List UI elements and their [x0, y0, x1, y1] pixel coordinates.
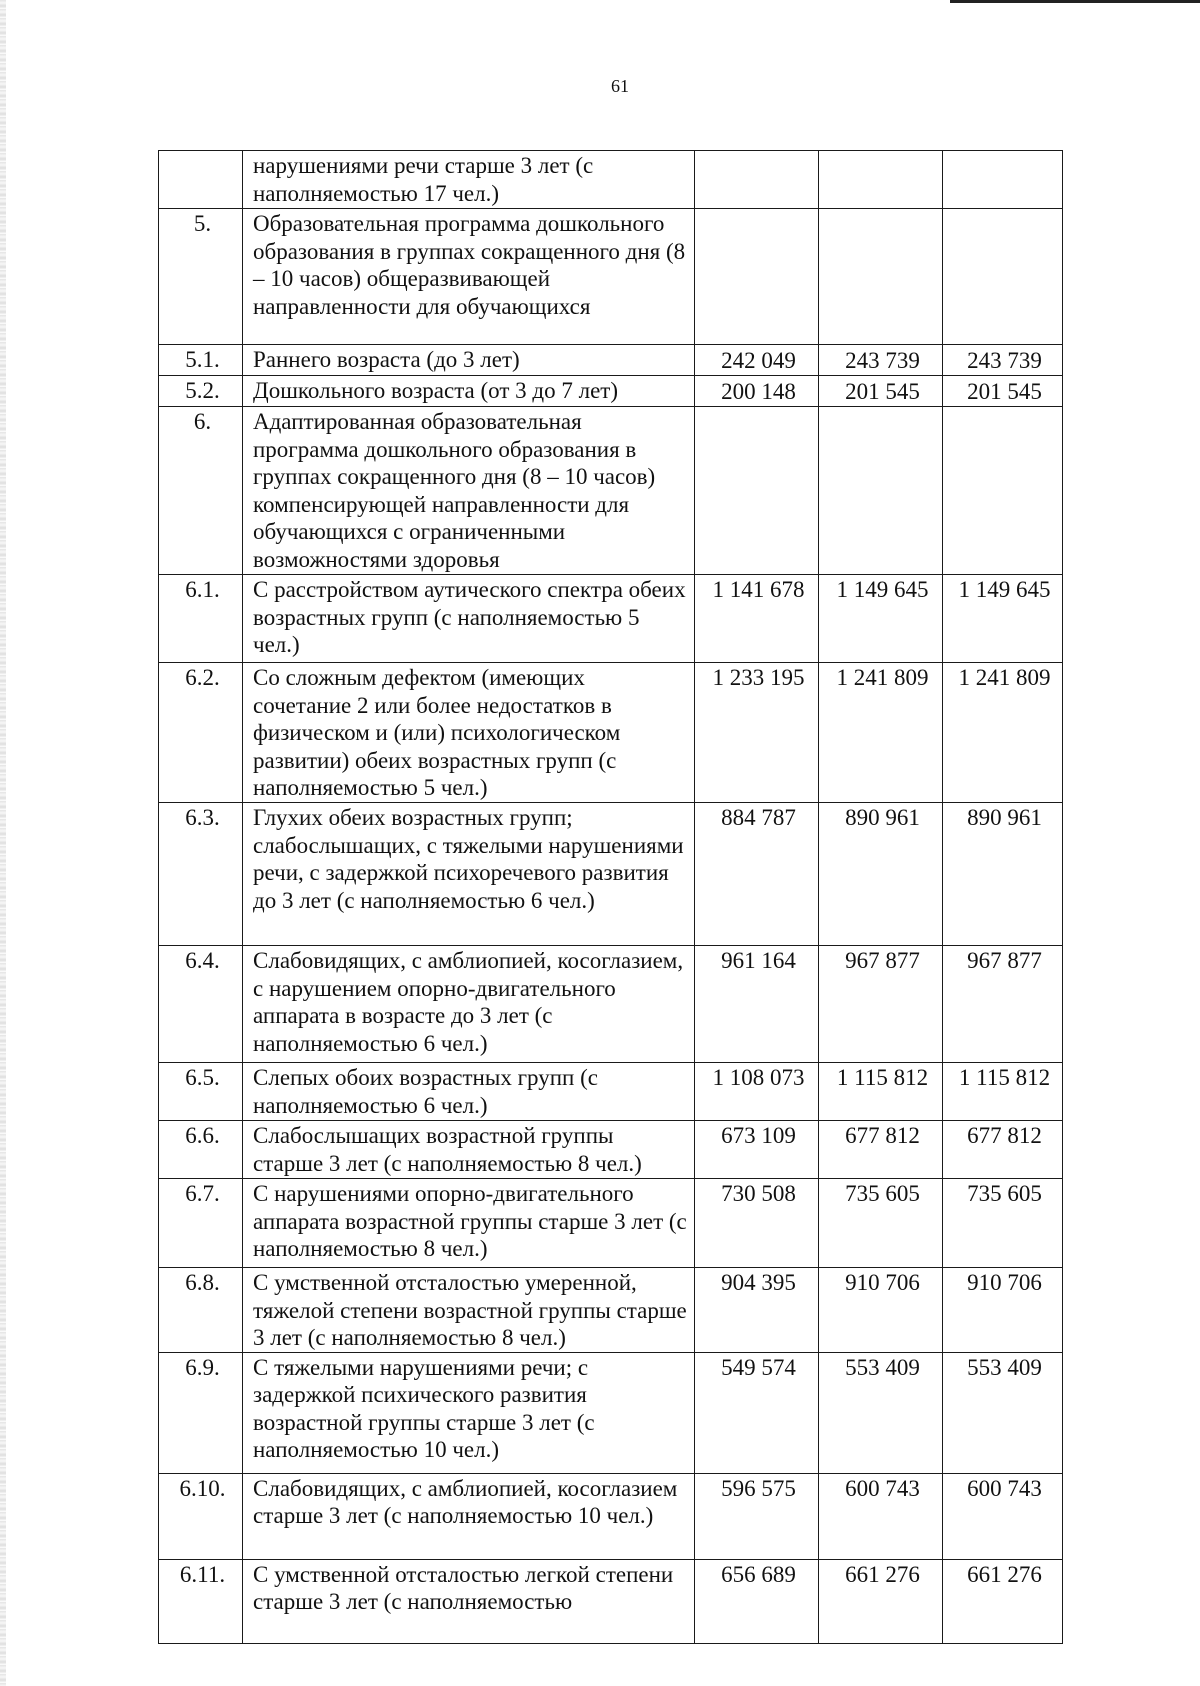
row-number: 6.9.: [159, 1352, 243, 1473]
row-description: Слабослышащих возрастной группы старше 3 лет (с наполняемостью 8 чел.): [243, 1121, 695, 1179]
row-value-1: [695, 209, 819, 345]
row-value-2: 677 812: [819, 1121, 943, 1179]
row-description: С расстройством аутического спектра обеих возрастных групп (с наполняемостью 5 чел.): [243, 575, 695, 663]
row-value-1: 1 108 073: [695, 1063, 819, 1121]
row-number: 5.1.: [159, 345, 243, 376]
table-row: [159, 1559, 1063, 1643]
row-number: 6.3.: [159, 803, 243, 946]
row-value-3: [943, 209, 1063, 345]
row-value-2: 735 605: [819, 1179, 943, 1268]
row-number: 6.5.: [159, 1063, 243, 1121]
row-value-2: 910 706: [819, 1268, 943, 1353]
row-description: Дошкольного возраста (от 3 до 7 лет): [243, 376, 695, 407]
row-value-3: 553 409: [943, 1352, 1063, 1473]
row-value-3: 967 877: [943, 946, 1063, 1063]
row-value-3: 600 743: [943, 1473, 1063, 1559]
row-value-3: 201 545: [943, 376, 1063, 407]
row-description: С умственной отсталостью легкой степени старше 3 лет (с наполняемостью: [243, 1559, 695, 1643]
table-row: [159, 209, 1063, 345]
row-value-1: 884 787: [695, 803, 819, 946]
row-number: 6.1.: [159, 575, 243, 663]
row-value-2: [819, 151, 943, 209]
row-number: 6.: [159, 407, 243, 575]
row-description: С нарушениями опорно-двигательного аппарата возрастной группы старше 3 лет (с наполняемостью 8 чел.): [243, 1179, 695, 1268]
row-value-3: 1 241 809: [943, 663, 1063, 803]
table-row: [159, 575, 1063, 663]
row-value-1: 904 395: [695, 1268, 819, 1353]
row-value-1: 200 148: [695, 376, 819, 407]
row-value-2: 201 545: [819, 376, 943, 407]
row-value-2: 890 961: [819, 803, 943, 946]
row-value-3: 910 706: [943, 1268, 1063, 1353]
table-row: [159, 407, 1063, 575]
row-value-2: 1 241 809: [819, 663, 943, 803]
row-description: Слепых обоих возрастных групп (с наполняемостью 6 чел.): [243, 1063, 695, 1121]
row-value-2: [819, 407, 943, 575]
row-value-3: 661 276: [943, 1559, 1063, 1643]
row-value-1: 1 141 678: [695, 575, 819, 663]
table-row: [159, 1063, 1063, 1121]
row-number: 6.4.: [159, 946, 243, 1063]
table-row: [159, 1473, 1063, 1559]
tariff-table: [158, 150, 1063, 1644]
table-row: [159, 345, 1063, 376]
table-row: [159, 663, 1063, 803]
table-row: [159, 1352, 1063, 1473]
row-value-1: 242 049: [695, 345, 819, 376]
row-value-2: 661 276: [819, 1559, 943, 1643]
row-value-1: 730 508: [695, 1179, 819, 1268]
row-value-1: 961 164: [695, 946, 819, 1063]
row-value-1: [695, 151, 819, 209]
row-description: Образовательная программа дошкольного образования в группах сокращенного дня (8 – 10 часов) общеразвивающей направленности для обучающихся: [243, 209, 695, 345]
row-value-2: 243 739: [819, 345, 943, 376]
row-number: [159, 151, 243, 209]
scan-edge-artifact: [0, 0, 6, 1686]
row-value-2: 600 743: [819, 1473, 943, 1559]
row-value-3: 890 961: [943, 803, 1063, 946]
row-description: Адаптированная образовательная программа дошкольного образования в группах сокращенного дня (8 – 10 часов) компенсирующей направленности для обучающихся с ограниченными возможностями здоровья: [243, 407, 695, 575]
row-description: Раннего возраста (до 3 лет): [243, 345, 695, 376]
table-row: [159, 946, 1063, 1063]
row-value-1: 656 689: [695, 1559, 819, 1643]
row-number: 6.8.: [159, 1268, 243, 1353]
table-row: [159, 1121, 1063, 1179]
row-number: 6.10.: [159, 1473, 243, 1559]
row-value-1: 673 109: [695, 1121, 819, 1179]
row-description: Глухих обеих возрастных групп; слабослышащих, с тяжелыми нарушениями речи, с задержкой психоречевого развития до 3 лет (с наполняемостью 6 чел.): [243, 803, 695, 946]
row-description: Слабовидящих, с амблиопией, косоглазием, с нарушением опорно-двигательного аппарата в возрасте до 3 лет (с наполняемостью 6 чел.): [243, 946, 695, 1063]
row-value-1: 549 574: [695, 1352, 819, 1473]
row-value-3: 1 149 645: [943, 575, 1063, 663]
row-description: Со сложным дефектом (имеющих сочетание 2 или более недостатков в физическом и (или) психологическом развитии) обеих возрастных групп (с наполняемостью 5 чел.): [243, 663, 695, 803]
row-description: нарушениями речи старше 3 лет (с наполняемостью 17 чел.): [243, 151, 695, 209]
row-number: 6.7.: [159, 1179, 243, 1268]
row-description: Слабовидящих, с амблиопией, косоглазием старше 3 лет (с наполняемостью 10 чел.): [243, 1473, 695, 1559]
row-number: 5.2.: [159, 376, 243, 407]
page-number: 61: [611, 76, 629, 96]
table-row: [159, 1268, 1063, 1353]
table-row: [159, 803, 1063, 946]
row-value-3: [943, 151, 1063, 209]
row-number: 6.6.: [159, 1121, 243, 1179]
table-row: [159, 151, 1063, 209]
row-value-3: [943, 407, 1063, 575]
table-row: [159, 1179, 1063, 1268]
row-value-2: 967 877: [819, 946, 943, 1063]
row-value-2: 553 409: [819, 1352, 943, 1473]
row-number: 5.: [159, 209, 243, 345]
row-value-2: [819, 209, 943, 345]
row-value-3: 243 739: [943, 345, 1063, 376]
row-value-3: 677 812: [943, 1121, 1063, 1179]
row-description: С умственной отсталостью умеренной, тяжелой степени возрастной группы старше 3 лет (с наполняемостью 8 чел.): [243, 1268, 695, 1353]
row-value-1: 596 575: [695, 1473, 819, 1559]
row-value-2: 1 149 645: [819, 575, 943, 663]
row-number: 6.2.: [159, 663, 243, 803]
top-rule: [950, 0, 1200, 3]
row-description: С тяжелыми нарушениями речи; с задержкой психического развития возрастной группы старше 3 лет (с наполняемостью 10 чел.): [243, 1352, 695, 1473]
row-value-1: 1 233 195: [695, 663, 819, 803]
row-value-1: [695, 407, 819, 575]
row-number: 6.11.: [159, 1559, 243, 1643]
table-row: [159, 376, 1063, 407]
row-value-3: 735 605: [943, 1179, 1063, 1268]
row-value-3: 1 115 812: [943, 1063, 1063, 1121]
row-value-2: 1 115 812: [819, 1063, 943, 1121]
